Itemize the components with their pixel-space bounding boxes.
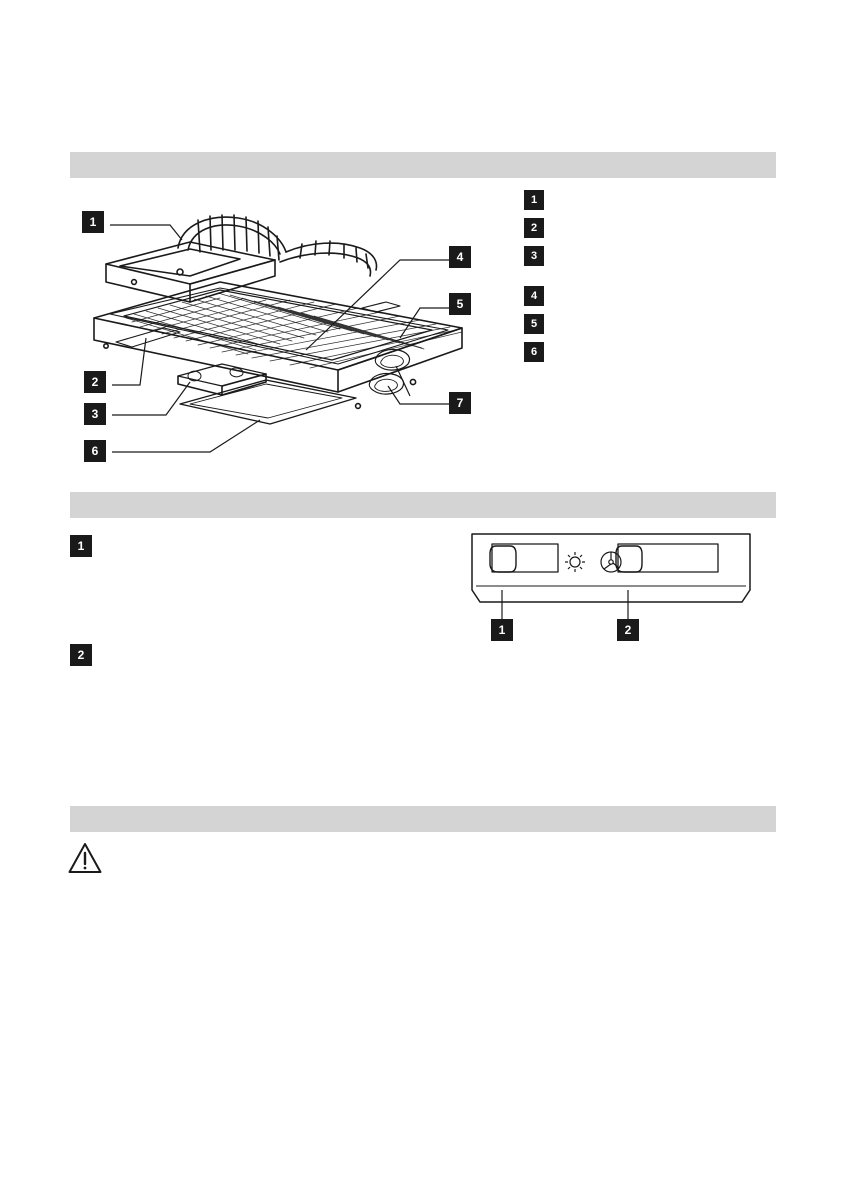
figure-cooker-hood — [70, 190, 550, 470]
section-bar-appliance-description — [70, 152, 776, 178]
legend-num-6: 6 — [524, 342, 544, 362]
light-icon — [565, 552, 585, 572]
section-bar-safety — [70, 806, 776, 832]
controls-item-num-1: 1 — [70, 535, 92, 557]
callout-6: 6 — [84, 440, 106, 462]
controls-item-num-2: 2 — [70, 644, 92, 666]
callout-3: 3 — [84, 403, 106, 425]
section-bar-controls — [70, 492, 776, 518]
warning-triangle-icon — [68, 842, 102, 874]
legend-num-5: 5 — [524, 314, 544, 334]
control-panel-callout-2: 2 — [617, 619, 639, 641]
callout-4: 4 — [449, 246, 471, 268]
callout-1: 1 — [82, 211, 104, 233]
legend-num-1: 1 — [524, 190, 544, 210]
legend-num-4: 4 — [524, 286, 544, 306]
legend-num-3: 3 — [524, 246, 544, 266]
callout-7: 7 — [449, 392, 471, 414]
callout-5: 5 — [449, 293, 471, 315]
control-panel-callout-1: 1 — [491, 619, 513, 641]
callout-2: 2 — [84, 371, 106, 393]
legend-num-2: 2 — [524, 218, 544, 238]
hood-drawing — [70, 190, 550, 470]
